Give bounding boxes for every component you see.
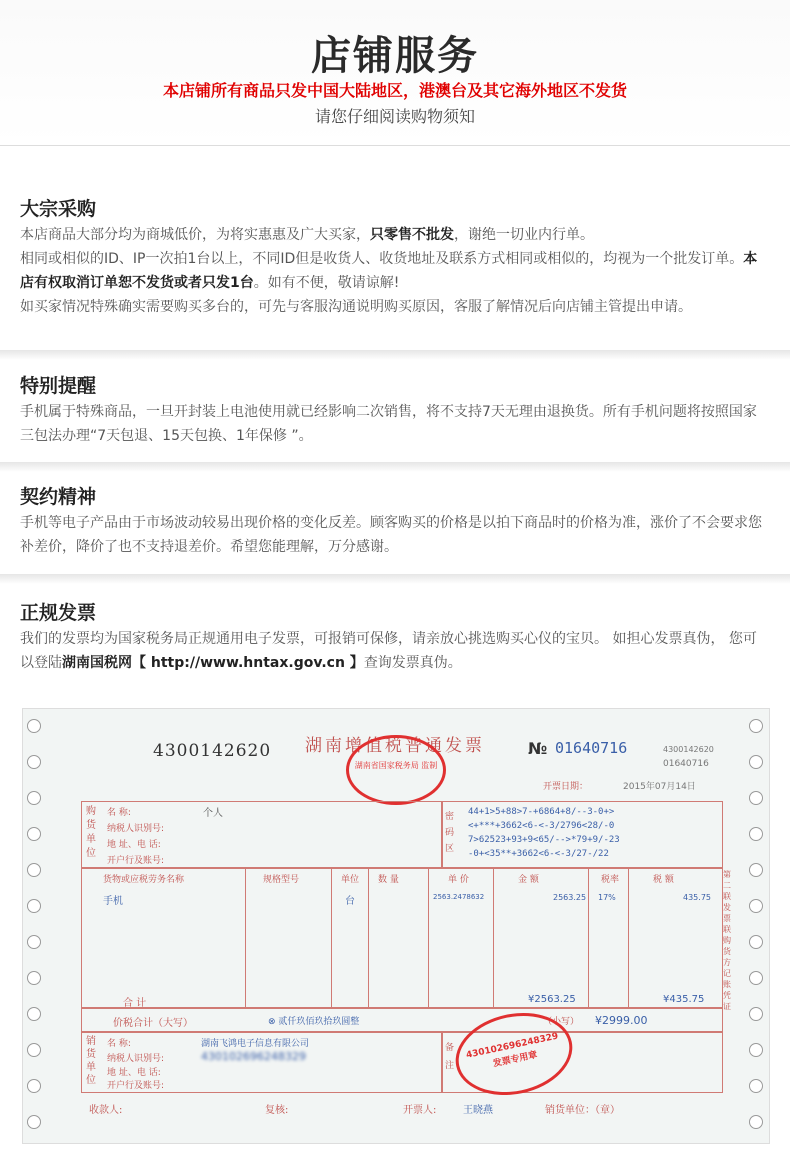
section-body: 手机属于特殊商品，一旦开封装上电池使用就已经影响二次销售，将不支持7天无理由退换货。所有手机问题将按照国家三包法办理“7天包退、15天包换、1年保修 ”。: [20, 404, 757, 444]
invoice-image: [22, 708, 770, 1144]
section-special-reminder: [0, 367, 790, 462]
stamp-text: 湖南省国家税务局 监制: [354, 761, 438, 770]
tractor-holes-left: [27, 719, 43, 1139]
tax-bureau-stamp: [346, 735, 446, 805]
grand-small: （小写）: [543, 1017, 580, 1027]
cipher-line: <+***+3662<6-<-3/2796<28/-0: [468, 821, 615, 831]
drawer-name: 王晓燕: [463, 1105, 493, 1116]
column-line: [368, 867, 369, 1007]
invoice-no-label: №: [528, 739, 548, 758]
paragraph: 如买家情况特殊确实需要购买多台的，可先与客服沟通说明购买原因，客服了解情况后向店铺主管提出申请。: [20, 299, 692, 315]
stamp-text: 430102696248329 发票专用章: [465, 1031, 560, 1070]
text: 相同或相似的ID、IP一次拍1台以上，不同ID但是收货人、收货地址及联系方式相同或相似的，均视为一个批发订单。: [20, 251, 744, 267]
paragraph: [20, 223, 770, 247]
column-line: [628, 867, 629, 1007]
section-body: [20, 627, 770, 675]
grand-words: ⊗ 贰仟玖佰玖拾玖圆整: [268, 1017, 360, 1027]
section-heading: 契约精神: [20, 486, 97, 508]
cipher-line: -0+<35**+3662<6-<-3/27-/22: [468, 849, 609, 859]
col-spec: 规格型号: [263, 875, 300, 885]
section-heading: 特别提醒: [20, 375, 97, 397]
total-amount: ¥2563.25: [528, 994, 576, 1005]
buyer-name-label: 名 称:: [107, 808, 131, 818]
col-qty: 数 量: [378, 875, 399, 885]
invoice-number: 01640716: [555, 739, 628, 757]
cipher-line: 44+1>5+88>7-+6864+8/--3-0+>: [468, 807, 615, 817]
item-amount: 2563.25: [553, 893, 587, 902]
text: 查询发票真伪。: [363, 655, 462, 671]
grand-label: 价税合计（大写）: [113, 1018, 193, 1029]
invoice-code-small: 4300142620: [663, 745, 714, 754]
shipping-notice: 本店铺所有商品只发中国大陆地区，港澳台及其它海外地区不发货: [162, 81, 627, 100]
column-line: [493, 867, 494, 1007]
column-line: [331, 867, 332, 1007]
invoice-date-label: 开票日期：: [543, 782, 589, 792]
tractor-holes-right: [749, 719, 765, 1139]
page-header: [0, 0, 790, 146]
column-line: [428, 867, 429, 1007]
section-formal-invoice: [0, 594, 790, 694]
section-divider: [0, 462, 790, 472]
text: 我们的发票均为国家税务局正规通用电子发票，可报销可保修，请亲放心挑选购买心仪的宝贝。 如担心发票真伪， 您可以登陆: [20, 631, 757, 671]
section-divider: [0, 350, 790, 360]
invoice-date: 2015年07月14日: [623, 782, 696, 792]
buyer-taxid-label: 纳税人识别号:: [107, 824, 165, 834]
item-name: 手机: [103, 896, 123, 907]
col-price: 单 价: [448, 875, 469, 885]
item-unit: 台: [345, 896, 355, 907]
paragraph: [20, 247, 770, 295]
seller-name-label: 名 称:: [107, 1039, 131, 1049]
seller-seal-label: 销货单位：（章）: [545, 1105, 620, 1116]
cipher-line: 7>62523+93+9<65/-->*79+9/-23: [468, 835, 620, 845]
col-unit: 单位: [341, 875, 360, 885]
payee-label: 收款人:: [89, 1105, 123, 1116]
text: 。如有不便，敬请谅解!: [253, 275, 400, 291]
remark-label: 备注: [445, 1043, 455, 1071]
section-heading: 正规发票: [20, 602, 97, 624]
col-tax: 税 额: [653, 875, 674, 885]
item-tax: 435.75: [683, 893, 711, 902]
section-divider: [0, 574, 790, 584]
cipher-label: 密码区: [445, 812, 455, 854]
invoice-title: 湖南增值税普通发票: [305, 736, 485, 756]
buyer-name: 个人: [203, 808, 223, 819]
column-line: [588, 867, 589, 1007]
page-title: 店铺服务: [311, 33, 479, 79]
buyer-bank-label: 开户行及账号:: [107, 856, 165, 866]
col-amount: 金 额: [518, 875, 539, 885]
item-price: 2563.2478632: [433, 893, 485, 901]
cipher-text: [468, 805, 718, 861]
section-heading: 大宗采购: [20, 198, 97, 220]
seller-name: 湖南飞鸿电子信息有限公司: [201, 1039, 310, 1049]
column-line: [245, 867, 246, 1007]
total-label: 合 计: [123, 998, 147, 1009]
seller-label: 销货单位: [86, 1036, 96, 1086]
grand-value: ¥2999.00: [595, 1014, 648, 1027]
seller-addr-label: 地 址、电 话:: [107, 1068, 161, 1078]
col-goods: 货物或应税劳务名称: [103, 875, 185, 885]
tax-site-link[interactable]: 湖南国税网【 http://www.hntax.gov.cn 】: [62, 655, 364, 671]
invoice-code: 4300142620: [153, 741, 272, 761]
total-tax: ¥435.75: [663, 994, 705, 1005]
page-subtitle: 请您仔细阅读购物须知: [314, 107, 475, 126]
text: ，谢绝一切业内行单。: [454, 227, 594, 243]
drawer-label: 开票人:: [403, 1105, 437, 1116]
buyer-label: 购货单位: [86, 806, 96, 859]
review-label: 复核:: [265, 1105, 289, 1116]
section-body: [20, 223, 770, 319]
buyer-addr-label: 地 址、电 话:: [107, 840, 161, 850]
seller-bank-label: 开户行及账号:: [107, 1081, 165, 1091]
emphasis-text: 本店有权取消订单恕不发货或者只发1台: [20, 251, 758, 291]
seller-taxid: 430102696248329: [201, 1050, 306, 1063]
section-body: 手机等电子产品由于市场波动较易出现价格的变化反差。顾客购买的价格是以拍下商品时的价格为准，涨价了不会要求您补差价，降价了也不支持退差价。希望您能理解，万分感谢。: [20, 515, 762, 555]
emphasis-text: 只零售不批发: [370, 227, 454, 243]
invoice-number-small: 01640716: [663, 759, 709, 769]
section-bulk-purchase: [0, 190, 790, 350]
col-rate: 税率: [601, 875, 620, 885]
text: 本店商品大部分均为商城低价，为将实惠惠及广大买家，: [20, 227, 370, 243]
side-copy-text: 第二联 发票联 购货方记账凭证: [723, 870, 731, 1011]
seller-taxid-label: 纳税人识别号:: [107, 1054, 165, 1064]
goods-block: [81, 867, 723, 1009]
section-contract-spirit: [0, 478, 790, 573]
item-rate: 17%: [598, 893, 616, 902]
